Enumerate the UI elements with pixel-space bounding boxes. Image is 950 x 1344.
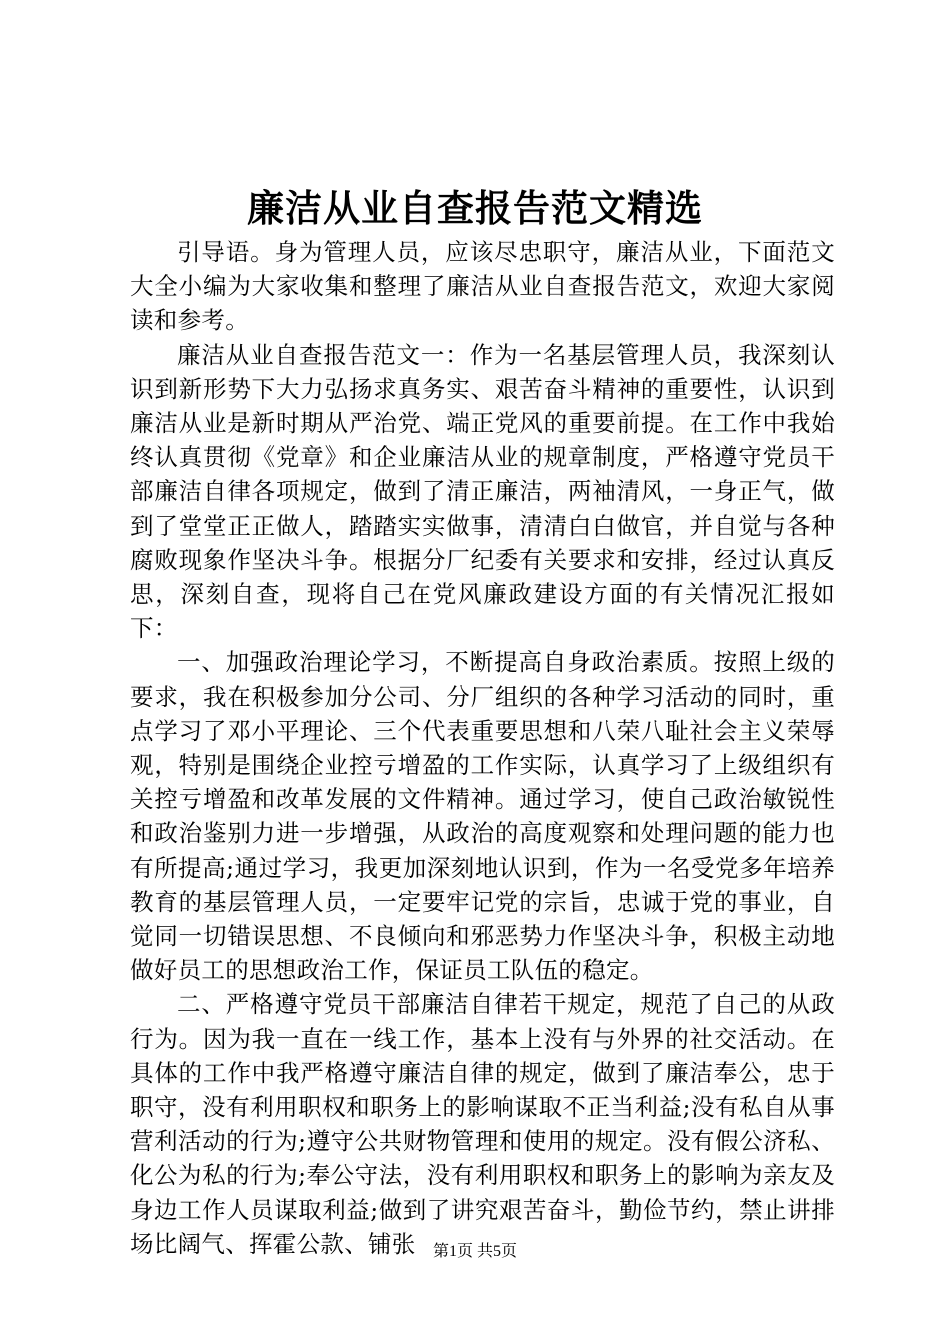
document-title: 廉洁从业自查报告范文精选: [247, 186, 703, 230]
page-number-footer: 第1页 共5页: [432, 1243, 517, 1260]
paragraph-section-one: 一、加强政治理论学习，不断提高自身政治素质。按照上级的要求，我在积极参加分公司、分厂组织的各种学习活动的同时，重点学习了邓小平理论、三个代表重要思想和八荣八耻社会主义荣辱观，特别是围绕企业控亏增盈的工作实际，认真学习了上级组织有关控亏增盈和改革发展的文件精神。通过学习，使自己政治敏锐性和政治鉴别力进一步增强，从政治的高度观察和处理问题的能力也有所提高;通过学习，我更加深刻地认识到，作为一名受党多年培养教育的基层管理人员，一定要牢记党的宗旨，忠诚于党的事业，自觉同一切错误思想、不良倾向和邪恶势力作坚决斗争，积极主动地做好员工的思想政治工作，保证员工队伍的稳定。: [130, 648, 835, 985]
paragraph-section-two: 二、严格遵守党员干部廉洁自律若干规定，规范了自己的从政行为。因为我一直在一线工作，基本上没有与外界的社交活动。在具体的工作中我严格遵守廉洁自律的规定，做到了廉洁奉公，忠于职守，没有利用职权和职务上的影响谋取不正当利益;没有私自从事营利活动的行为;遵守公共财物管理和使用的规定。没有假公济私、化公为私的行为;奉公守法，没有利用职权和职务上的影响为亲友及身边工作人员谋取利益;做到了讲究艰苦奋斗，勤俭节约，禁止讲排场比阔气、挥霍公款、铺张: [130, 990, 835, 1258]
document-body: [130, 235, 835, 1261]
paragraph-intro: 引导语。身为管理人员，应该尽忠职守，廉洁从业，下面范文大全小编为大家收集和整理了廉洁从业自查报告范文，欢迎大家阅读和参考。: [130, 238, 835, 335]
paragraph-sample-one: 廉洁从业自查报告范文一：作为一名基层管理人员，我深刻认识到新形势下大力弘扬求真务实、艰苦奋斗精神的重要性，认识到廉洁从业是新时期从严治党、端正党风的重要前提。在工作中我始终认真贯彻《党章》和企业廉洁从业的规章制度，严格遵守党员干部廉洁自律各项规定，做到了清正廉洁，两袖清风，一身正气，做到了堂堂正正做人，踏踏实实做事，清清白白做官，并自觉与各种腐败现象作坚决斗争。根据分厂纪委有关要求和安排，经过认真反思，深刻自查，现将自己在党风廉政建设方面的有关情况汇报如下：: [130, 340, 835, 643]
